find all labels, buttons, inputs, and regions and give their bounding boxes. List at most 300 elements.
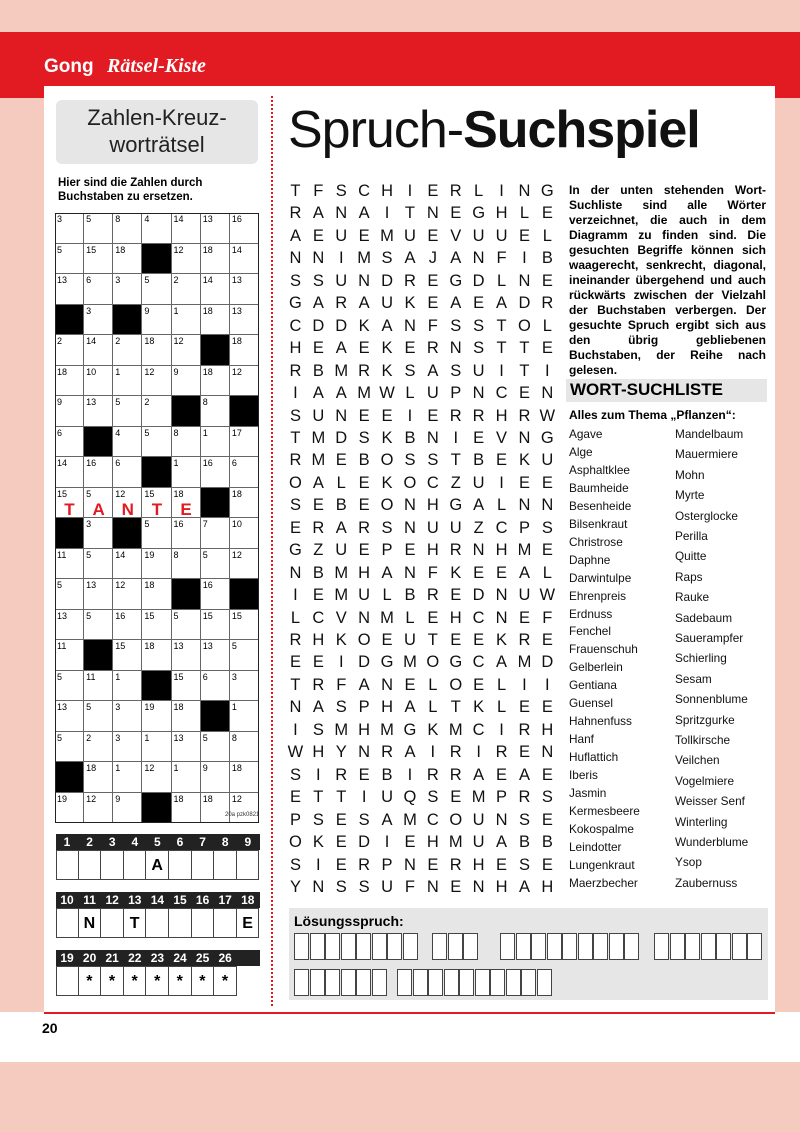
grid-cell[interactable] — [201, 671, 230, 702]
grid-letter: N — [426, 877, 439, 896]
grid-cell[interactable] — [55, 579, 84, 610]
grid-cell[interactable] — [172, 610, 201, 641]
grid-cell[interactable] — [142, 610, 171, 641]
solution-letter-box[interactable] — [310, 933, 325, 960]
grid-letter: N — [541, 496, 554, 515]
grid-letter: A — [335, 384, 347, 403]
cell-number: 5 — [86, 488, 92, 499]
grid-letter: E — [358, 473, 370, 492]
cell-number: 12 — [86, 793, 97, 804]
grid-cell[interactable] — [142, 396, 171, 427]
black-cell — [230, 579, 259, 610]
solution-letter-box[interactable] — [547, 933, 562, 960]
grid-cell[interactable] — [230, 732, 259, 763]
solution-letter-box[interactable] — [593, 933, 608, 960]
grid-letter: V — [496, 428, 508, 447]
black-cell — [142, 457, 171, 488]
grid-cell[interactable] — [201, 518, 230, 549]
grid-cell[interactable] — [55, 213, 84, 244]
grid-cell[interactable] — [55, 732, 84, 763]
grid-cell[interactable] — [84, 549, 113, 580]
grid-cell[interactable] — [230, 427, 259, 458]
solution-letter-box[interactable] — [356, 969, 371, 996]
grid-cell[interactable] — [142, 518, 171, 549]
cell-number: 12 — [173, 336, 184, 346]
grid-cell[interactable] — [142, 274, 171, 305]
grid-letter: E — [312, 653, 324, 672]
grid-letter: R — [312, 675, 325, 694]
grid-cell[interactable] — [142, 488, 171, 519]
grid-letter: F — [336, 675, 347, 694]
grid-letter: U — [381, 294, 393, 313]
solution-letter-box[interactable] — [531, 933, 546, 960]
solution-letter-box[interactable] — [341, 933, 356, 960]
grid-cell[interactable] — [142, 579, 171, 610]
grid-cell[interactable] — [172, 549, 201, 580]
grid-cell[interactable] — [55, 335, 84, 366]
solution-letter-box[interactable] — [490, 969, 505, 996]
grid-cell[interactable] — [172, 793, 201, 824]
solution-cell[interactable] — [56, 966, 79, 996]
grid-cell[interactable] — [172, 640, 201, 671]
wordlist-item: Mauermiere — [675, 447, 738, 462]
grid-letter: N — [472, 249, 485, 268]
solution-cell[interactable] — [169, 850, 192, 880]
grid-cell[interactable] — [84, 488, 113, 519]
grid-cell[interactable] — [201, 793, 230, 824]
grid-cell[interactable] — [172, 213, 201, 244]
grid-cell[interactable] — [113, 335, 142, 366]
solution-letter-box[interactable] — [413, 969, 428, 996]
grid-cell[interactable] — [55, 549, 84, 580]
grid-cell[interactable] — [230, 457, 259, 488]
grid-cell[interactable] — [55, 488, 84, 519]
grid-cell[interactable] — [172, 488, 201, 519]
grid-cell[interactable] — [201, 427, 230, 458]
cell-number: 13 — [173, 732, 184, 743]
grid-cell[interactable] — [84, 213, 113, 244]
grid-cell[interactable] — [142, 762, 171, 793]
grid-letter: M — [471, 788, 486, 807]
grid-cell[interactable] — [113, 366, 142, 397]
grid-letter: O — [518, 316, 531, 335]
grid-letter: S — [541, 518, 553, 537]
grid-cell[interactable] — [84, 396, 113, 427]
wordlist-item: Iberis — [569, 768, 598, 783]
grid-cell[interactable] — [172, 427, 201, 458]
cell-number: 2 — [144, 397, 150, 407]
grid-cell[interactable] — [55, 244, 84, 275]
solution-number: 20 — [82, 951, 97, 965]
solution-letter-box[interactable] — [444, 969, 459, 996]
cell-number: 18 — [144, 580, 155, 590]
grid-cell[interactable] — [55, 610, 84, 641]
grid-letter: E — [518, 226, 530, 245]
grid-cell[interactable] — [201, 274, 230, 305]
solution-cell[interactable] — [214, 908, 237, 938]
solution-letter-box[interactable] — [310, 969, 325, 996]
solution-letter-box[interactable] — [578, 933, 593, 960]
solution-cell[interactable] — [56, 850, 79, 880]
cell-number: 3 — [86, 519, 92, 529]
grid-letter: F — [427, 563, 438, 582]
solution-cell[interactable]: * — [124, 966, 147, 996]
grid-cell[interactable] — [142, 701, 171, 732]
grid-cell[interactable] — [230, 610, 259, 641]
grid-cell[interactable] — [113, 274, 142, 305]
cell-number: 8 — [202, 397, 208, 407]
grid-letter: E — [473, 428, 485, 447]
grid-cell[interactable] — [201, 762, 230, 793]
solution-letter-box[interactable] — [537, 969, 552, 996]
solution-cell[interactable]: N — [79, 908, 102, 938]
solution-letter-box[interactable] — [341, 969, 356, 996]
grid-cell[interactable] — [55, 671, 84, 702]
grid-cell[interactable] — [230, 549, 259, 580]
solution-letter-box[interactable] — [397, 969, 412, 996]
grid-letter: O — [449, 810, 463, 829]
cell-number: 13 — [231, 275, 242, 285]
cell-number: 12 — [173, 244, 184, 255]
grid-cell[interactable] — [113, 610, 142, 641]
grid-letter: P — [381, 855, 393, 874]
grid-letter: L — [542, 316, 552, 335]
solution-letter-box[interactable] — [432, 933, 447, 960]
grid-letter: L — [542, 226, 552, 245]
black-cell — [142, 671, 171, 702]
grid-letter: M — [357, 384, 371, 403]
solution-number: 11 — [83, 893, 96, 907]
solution-letter-box[interactable] — [294, 969, 309, 996]
grid-cell[interactable] — [230, 671, 259, 702]
grid-letter: H — [495, 204, 508, 223]
grid-cell[interactable] — [230, 793, 259, 824]
solution-letter-box[interactable] — [325, 969, 340, 996]
grid-letter: A — [427, 361, 439, 380]
grid-cell[interactable] — [142, 305, 171, 336]
solution-cell[interactable]: * — [101, 966, 124, 996]
grid-cell[interactable] — [113, 671, 142, 702]
solution-cell[interactable]: * — [192, 966, 215, 996]
grid-letter: N — [289, 698, 302, 717]
grid-letter: E — [427, 182, 439, 200]
cell-letter: A — [92, 499, 105, 519]
grid-cell[interactable] — [84, 305, 113, 336]
cell-number: 1 — [144, 732, 150, 743]
grid-cell[interactable] — [84, 518, 113, 549]
grid-cell[interactable] — [201, 579, 230, 610]
grid-cell[interactable] — [230, 762, 259, 793]
grid-letter: R — [518, 631, 531, 649]
grid-letter: E — [496, 451, 508, 470]
solution-letter-box[interactable] — [372, 933, 387, 960]
grid-cell[interactable] — [172, 274, 201, 305]
grid-cell[interactable] — [84, 244, 113, 275]
solution-letter-box[interactable] — [685, 933, 700, 960]
grid-cell[interactable] — [142, 640, 171, 671]
grid-letter: T — [427, 631, 438, 649]
grid-cell[interactable] — [55, 701, 84, 732]
grid-cell[interactable] — [55, 396, 84, 427]
solution-cell[interactable]: T — [124, 908, 147, 938]
grid-cell[interactable] — [113, 732, 142, 763]
grid-cell[interactable] — [230, 335, 259, 366]
cell-number: 13 — [57, 275, 68, 285]
grid-letter: N — [495, 608, 508, 627]
grid-cell[interactable] — [142, 732, 171, 763]
solution-letter-box[interactable] — [609, 933, 624, 960]
solution-letter-box[interactable] — [670, 933, 685, 960]
solution-cell[interactable]: * — [214, 966, 237, 996]
grid-letter: R — [289, 451, 302, 470]
suchspiel-title — [288, 100, 700, 160]
grid-letter: O — [426, 653, 440, 672]
grid-letter: N — [518, 428, 531, 447]
solution-cell[interactable]: * — [79, 966, 102, 996]
grid-letter: L — [496, 271, 507, 290]
solution-cell[interactable] — [237, 850, 260, 880]
grid-cell[interactable] — [84, 762, 113, 793]
grid-cell[interactable] — [84, 457, 113, 488]
grid-letter: A — [404, 698, 416, 717]
solution-cell[interactable] — [79, 850, 102, 880]
grid-cell[interactable] — [201, 610, 230, 641]
solution-letter-box[interactable] — [387, 933, 402, 960]
grid-cell[interactable] — [230, 640, 259, 671]
suchspiel-title-bold: Suchspiel — [463, 101, 700, 159]
solution-letter-box[interactable] — [463, 933, 478, 960]
grid-cell[interactable] — [84, 793, 113, 824]
grid-letter: L — [428, 698, 438, 717]
solution-letter-box[interactable] — [506, 969, 521, 996]
solution-cell[interactable] — [169, 908, 192, 938]
grid-cell[interactable] — [201, 213, 230, 244]
grid-letter: R — [449, 541, 462, 560]
grid-letter: H — [381, 182, 393, 200]
solution-cell[interactable]: A — [146, 850, 169, 880]
solution-cell[interactable]: * — [169, 966, 192, 996]
grid-letter: N — [472, 877, 485, 896]
grid-cell[interactable] — [113, 701, 142, 732]
cell-number: 18 — [173, 702, 184, 712]
grid-cell[interactable] — [55, 793, 84, 824]
solution-letter-box[interactable] — [654, 933, 669, 960]
grid-cell[interactable] — [201, 244, 230, 275]
grid-cell[interactable] — [201, 305, 230, 336]
grid-cell[interactable] — [55, 640, 84, 671]
wordlist-item: Leindotter — [569, 839, 622, 854]
solution-number: 3 — [108, 835, 116, 849]
grid-cell[interactable] — [201, 549, 230, 580]
grid-cell[interactable] — [142, 213, 171, 244]
cell-number: 5 — [144, 519, 150, 529]
solution-cell[interactable]: E — [237, 908, 260, 938]
grid-cell[interactable] — [172, 518, 201, 549]
black-cell — [84, 427, 113, 458]
grid-cell[interactable] — [201, 396, 230, 427]
solution-cell[interactable] — [56, 908, 79, 938]
grid-letter: D — [381, 271, 393, 290]
solution-letter-box[interactable] — [516, 933, 531, 960]
grid-letter: Y — [289, 877, 301, 896]
solution-letter-box[interactable] — [428, 969, 443, 996]
solution-cell[interactable]: * — [146, 966, 169, 996]
grid-cell[interactable] — [172, 671, 201, 702]
grid-cell[interactable] — [84, 610, 113, 641]
grid-cell[interactable] — [55, 366, 84, 397]
solution-letter-box[interactable] — [294, 933, 309, 960]
grid-cell[interactable] — [113, 579, 142, 610]
cell-number: 12 — [231, 549, 242, 560]
grid-letter: A — [381, 810, 393, 829]
grid-cell[interactable] — [201, 457, 230, 488]
grid-letter: G — [380, 653, 394, 672]
grid-cell[interactable] — [55, 274, 84, 305]
grid-cell[interactable] — [84, 701, 113, 732]
cell-number: 15 — [202, 610, 213, 621]
grid-letter: P — [518, 518, 530, 537]
grid-letter: U — [335, 226, 348, 245]
grid-cell[interactable] — [113, 396, 142, 427]
grid-cell[interactable] — [172, 732, 201, 763]
solution-letter-box[interactable] — [701, 933, 716, 960]
grid-letter: I — [293, 720, 298, 739]
grid-cell[interactable] — [84, 732, 113, 763]
cell-number: 18 — [202, 366, 213, 377]
grid-cell[interactable] — [172, 366, 201, 397]
cell-number: 5 — [86, 610, 92, 621]
grid-cell[interactable] — [113, 549, 142, 580]
grid-cell[interactable] — [113, 793, 142, 824]
grid-cell[interactable] — [201, 732, 230, 763]
grid-letter: N — [518, 182, 531, 200]
grid-cell[interactable] — [172, 762, 201, 793]
grid-cell[interactable] — [230, 366, 259, 397]
grid-letter: E — [404, 339, 416, 358]
solution-letter-box[interactable] — [562, 933, 577, 960]
black-cell — [142, 793, 171, 824]
grid-cell[interactable] — [84, 579, 113, 610]
grid-cell[interactable] — [113, 213, 142, 244]
zahlenkreuz-title-line2: worträtsel — [109, 132, 205, 157]
wordlist-item: Ysop — [675, 855, 702, 870]
grid-cell[interactable] — [55, 457, 84, 488]
solution-number: 25 — [195, 951, 210, 965]
grid-cell[interactable] — [113, 640, 142, 671]
grid-letter: E — [518, 698, 530, 717]
solution-cell[interactable] — [214, 850, 237, 880]
grid-cell[interactable] — [230, 213, 259, 244]
grid-letter: E — [335, 833, 347, 852]
grid-letter: I — [545, 675, 550, 694]
cell-number: 1 — [115, 763, 121, 773]
grid-letter: E — [450, 586, 462, 605]
solution-letter-box[interactable] — [325, 933, 340, 960]
grid-cell[interactable] — [142, 366, 171, 397]
grid-letter: V — [450, 226, 462, 245]
solution-letter-box[interactable] — [475, 969, 490, 996]
grid-letter: B — [518, 833, 530, 852]
grid-cell[interactable] — [230, 701, 259, 732]
wordlist-item: Weisser Senf — [675, 794, 745, 809]
grid-cell[interactable] — [172, 335, 201, 366]
solution-cell[interactable] — [101, 850, 124, 880]
grid-cell[interactable] — [84, 366, 113, 397]
grid-letter: A — [312, 698, 324, 717]
solution-letter-box[interactable] — [747, 933, 762, 960]
solution-cell[interactable] — [146, 908, 169, 938]
cell-number: 2 — [115, 336, 121, 346]
grid-cell[interactable] — [142, 427, 171, 458]
grid-cell[interactable] — [142, 335, 171, 366]
suchspiel-instructions: In der unten stehenden Wort-Suchliste sind alle Wörter verzeichnet, die auch in dem Diagramm zu finden sind. Die gesuchten Begriffe können sich waagerecht, senkrecht, diagonal, ineinander übergehend und auch rückwärts zwischen der Vielzahl der Buchstaben verbergen. Der gesuchte Spruch ergibt sich aus den übrig gebliebenen Buchstaben, der Reihe nach gelesen. — [569, 183, 766, 377]
solution-cell[interactable] — [124, 850, 147, 880]
grid-cell[interactable] — [84, 671, 113, 702]
grid-cell[interactable] — [172, 701, 201, 732]
grid-letter: E — [358, 496, 370, 515]
grid-cell[interactable] — [230, 518, 259, 549]
cell-number: 14 — [115, 549, 126, 560]
grid-cell[interactable] — [113, 244, 142, 275]
grid-letter: R — [358, 361, 371, 380]
grid-cell[interactable] — [230, 488, 259, 519]
grid-cell[interactable] — [230, 244, 259, 275]
solution-letter-box[interactable] — [500, 933, 515, 960]
solution-letter-box[interactable] — [459, 969, 474, 996]
grid-letter: F — [404, 877, 415, 896]
grid-cell[interactable] — [172, 457, 201, 488]
grid-cell[interactable] — [84, 274, 113, 305]
grid-cell[interactable] — [172, 305, 201, 336]
grid-letter: U — [335, 541, 348, 560]
wordlist-item: Mohn — [675, 467, 705, 482]
grid-cell[interactable] — [201, 366, 230, 397]
grid-cell[interactable] — [113, 457, 142, 488]
grid-letter: D — [358, 653, 371, 672]
grid-cell[interactable] — [84, 335, 113, 366]
grid-letter: S — [358, 877, 370, 896]
grid-cell[interactable] — [201, 640, 230, 671]
grid-cell[interactable] — [55, 427, 84, 458]
solution-letter-box[interactable] — [372, 969, 387, 996]
solution-letter-box[interactable] — [356, 933, 371, 960]
solution-cell[interactable] — [101, 908, 124, 938]
cell-number: 5 — [115, 397, 121, 407]
solution-letter-box[interactable] — [403, 933, 418, 960]
solution-letter-box[interactable] — [732, 933, 747, 960]
solution-cell[interactable] — [192, 908, 215, 938]
grid-cell[interactable] — [113, 427, 142, 458]
wordlist-item: Maerzbecher — [569, 875, 638, 890]
grid-cell[interactable] — [113, 762, 142, 793]
grid-cell[interactable] — [172, 244, 201, 275]
grid-letter: K — [496, 631, 508, 649]
grid-cell[interactable] — [230, 305, 259, 336]
grid-letter: G — [540, 428, 554, 447]
grid-cell[interactable] — [113, 488, 142, 519]
grid-cell[interactable] — [230, 274, 259, 305]
solution-letter-box[interactable] — [521, 969, 536, 996]
solution-letter-box[interactable] — [716, 933, 731, 960]
grid-letter: U — [472, 473, 485, 492]
solution-letter-box[interactable] — [624, 933, 639, 960]
cell-number: 15 — [115, 641, 126, 651]
grid-letter: U — [426, 518, 439, 537]
cell-number: 12 — [115, 580, 126, 590]
solution-letter-box[interactable] — [448, 933, 463, 960]
solution-cell[interactable] — [192, 850, 215, 880]
grid-cell[interactable] — [142, 549, 171, 580]
